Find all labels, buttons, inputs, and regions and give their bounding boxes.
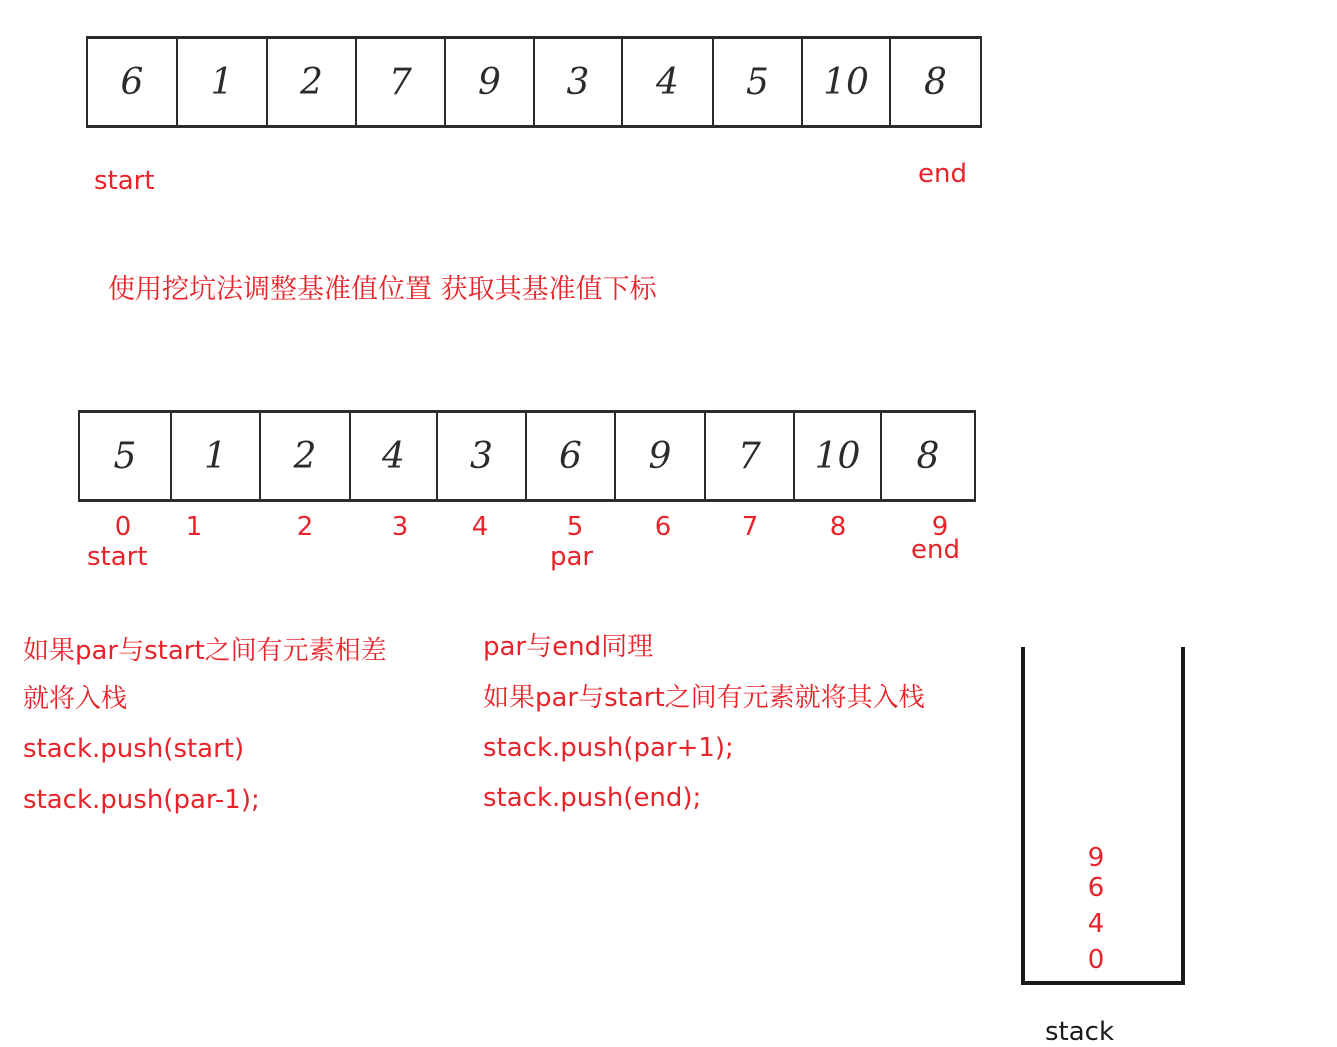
stack-label: stack: [1045, 1017, 1115, 1047]
array-cell: 6: [86, 39, 176, 125]
note-line: 就将入栈: [23, 684, 128, 714]
stack-left-wall: [1021, 647, 1025, 985]
array-cell: 4: [621, 39, 712, 125]
array-cell: 6: [525, 413, 614, 499]
index-label: 9: [931, 512, 949, 542]
array-before: [86, 36, 982, 128]
array-cell: 2: [259, 413, 349, 499]
end-pointer-label: end: [911, 535, 960, 565]
array-cell: 1: [176, 39, 266, 125]
array-cell: 7: [704, 413, 793, 499]
array-cell: 9: [614, 413, 704, 499]
par-pointer-label: par: [550, 542, 594, 572]
start-pointer-label: start: [94, 166, 155, 196]
index-label: 1: [185, 512, 203, 542]
index-label: 8: [829, 512, 847, 542]
array-cell: 5: [712, 39, 801, 125]
array-cell: 7: [355, 39, 444, 125]
array-cell: 10: [793, 413, 880, 499]
index-label: 4: [471, 512, 489, 542]
array-cell: 9: [444, 39, 533, 125]
stack-right-wall: [1181, 647, 1185, 985]
array-cell: 2: [266, 39, 355, 125]
array-cell: 8: [880, 413, 976, 499]
index-label: 7: [741, 512, 759, 542]
stack-value: 9: [1087, 843, 1105, 873]
start-pointer-label: start: [87, 542, 148, 572]
array-cell: 8: [889, 39, 982, 125]
note-line: 如果par与start之间有元素相差: [23, 636, 387, 666]
array-cell: 5: [78, 413, 170, 499]
index-label: 0: [114, 512, 132, 542]
index-label: 5: [566, 512, 584, 542]
note-line: par与end同理: [483, 632, 654, 662]
index-label: 3: [391, 512, 409, 542]
code-line: stack.push(par-1);: [23, 785, 260, 815]
note-line: 如果par与start之间有元素就将其入栈: [483, 683, 925, 713]
index-label: 6: [654, 512, 672, 542]
index-label: 2: [296, 512, 314, 542]
stack-bottom: [1021, 981, 1185, 985]
array-cell: 1: [170, 413, 259, 499]
code-line: stack.push(end);: [483, 783, 702, 813]
stack-value: 4: [1087, 909, 1105, 939]
array-cell: 4: [349, 413, 436, 499]
code-line: stack.push(start): [23, 734, 245, 764]
stack-value: 6: [1087, 873, 1105, 903]
instruction-text: 使用挖坑法调整基准值位置 获取其基准值下标: [108, 274, 657, 305]
array-cell: 3: [436, 413, 525, 499]
array-cell: 10: [801, 39, 889, 125]
array-cell: 3: [533, 39, 621, 125]
end-pointer-label: end: [918, 159, 967, 189]
code-line: stack.push(par+1);: [483, 733, 734, 763]
stack-value: 0: [1087, 945, 1105, 975]
array-after: [78, 410, 976, 502]
